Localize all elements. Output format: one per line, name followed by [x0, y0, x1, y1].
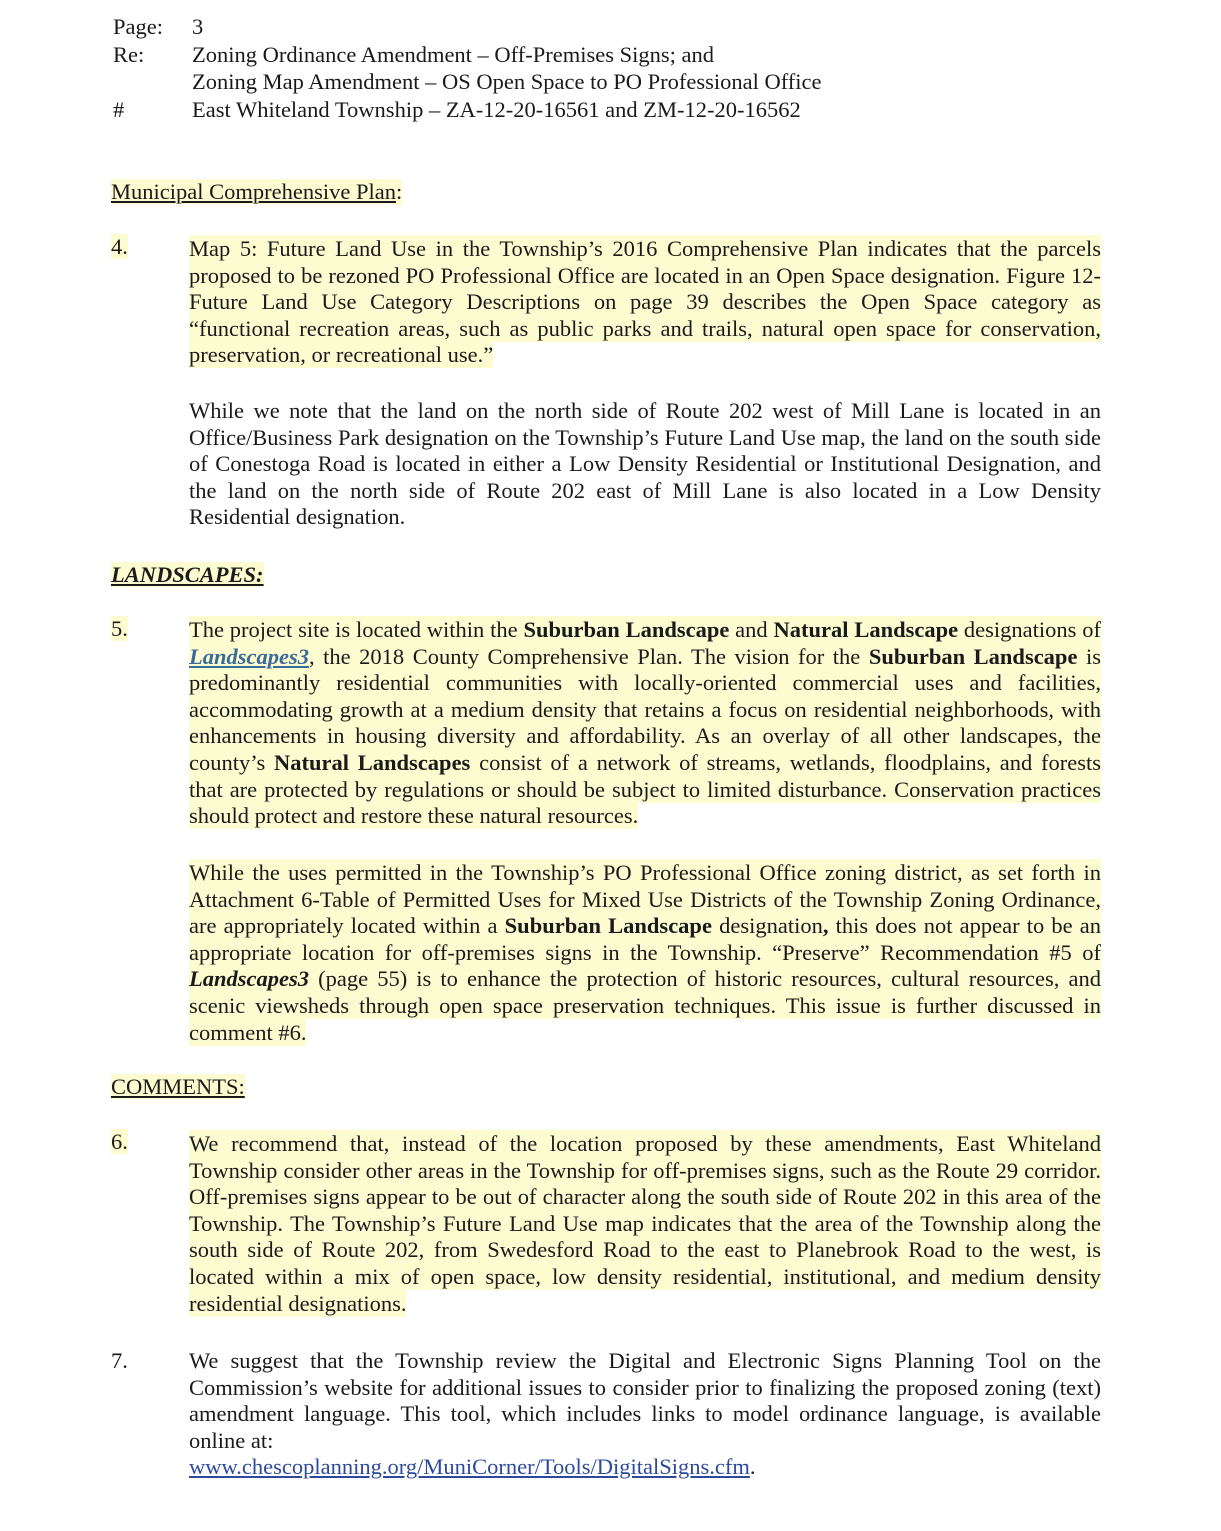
comment-5-paragraph-1: The project site is located within the Suburban Landscape and Natural Landscape designations of Landscapes3, the 2018 County Comprehensive Plan. The vision for the Suburban Landscape is predominantly residential communities with locally-oriented commercial uses and facilities, accommodating growth at a medium density that retains a focus on residential neighborhoods, with enhancements in housing diversity and affordability. As an overlay of all other landscapes, the county’s Natural Landscapes consist of a network of streams, wetlands, floodplains, and forests that are protected by regulations or should be subject to limited disturbance. Conservation practices should protect and restore these natural resources.: [189, 617, 1101, 829]
suburban-landscape-term-2: Suburban Landscape: [868, 643, 1078, 669]
header-page-row: [113, 14, 1113, 42]
re-label: Re:: [113, 41, 145, 67]
file-numbers: East Whiteland Township – ZA-12-20-16561 and ZM-12-20-16562: [192, 96, 801, 122]
comment-4-paragraph-2: While we note that the land on the north side of Route 202 west of Mill Lane is located in an Office/Business Park designation on the Township’s Future Land Use map, the land on the south side of Conestoga Road is located in either a Low Density Residential or Institutional Designation, and the land on the north side of Route 202 east of Mill Lane is also located in a Low Density Residential designation.: [189, 398, 1101, 530]
comment-6-paragraph: We recommend that, instead of the location proposed by these amendments, East Whiteland Township consider other areas in the Township for off-premises signs, such as the Route 29 corridor. Off-premises signs appear to be out of character along the south side of Route 202 in this area of the Township. The Township’s Future Land Use map indicates that the area of the Township along the south side of Route 202, from Swedesford Road to the east to Planebrook Road to the west, is located within a mix of open space, low density residential, institutional, and medium density residential designations.: [189, 1131, 1101, 1316]
page-label: Page:: [113, 14, 163, 39]
suburban-landscape-term-3: Suburban Landscape: [504, 913, 712, 939]
re-line-1: Zoning Ordinance Amendment – Off-Premises Signs; and: [192, 41, 715, 67]
item-number-7: 7.: [111, 1348, 128, 1373]
suburban-landscape-term: Suburban Landscape: [523, 617, 730, 642]
municipal-plan-heading: Municipal Comprehensive Plan:: [111, 179, 403, 204]
digital-signs-url-link[interactable]: www.chescoplanning.org/MuniCorner/Tools/DigitalSigns.cfm: [189, 1454, 750, 1480]
landscapes3-title: Landscapes3: [189, 966, 309, 992]
header-hash-row: [113, 97, 1113, 125]
comment-7-paragraph: We suggest that the Township review the Digital and Electronic Signs Planning Tool on the Commission’s website for additional issues to consider prior to finalizing the proposed zoning (text) amendment language. This tool, which includes links to model ordinance language, is available online at: www.chescoplanning.org/MuniCorner/Tools/DigitalSigns.cfm.: [189, 1348, 1101, 1480]
comments-heading: COMMENTS:: [111, 1074, 245, 1099]
item-number-4: 4.: [111, 234, 128, 259]
natural-landscapes-term: Natural Landscapes: [274, 749, 471, 775]
comment-4-paragraph-1: Map 5: Future Land Use in the Township’s 2016 Comprehensive Plan indicates that the parcels proposed to be rezoned PO Professional Office are located in an Open Space designation. Figure 12-Future Land Use Category Descriptions on page 39 describes the Open Space category as “functional recreation areas, such as public parks and trails, natural open space for conservation, preservation, or recreational use.”: [189, 236, 1101, 368]
landscapes-heading: LANDSCAPES:: [111, 562, 264, 587]
header-re-row: [113, 42, 1113, 70]
landscapes3-link[interactable]: Landscapes3: [189, 643, 309, 669]
item-number-6: 6.: [111, 1129, 128, 1154]
comment-5-paragraph-2: While the uses permitted in the Township’s PO Professional Office zoning district, as set forth in Attachment 6-Table of Permitted Uses for Mixed Use Districts of the Township Zoning Ordinance, are appropriately located within a Suburban Landscape designation, this does not appear to be an appropriate location for off-premises signs in the Township. “Preserve” Recommendation #5 of Landscapes3 (page 55) is to enhance the protection of historic resources, cultural resources, and scenic viewsheds through open space preservation techniques. This issue is further discussed in comment #6.: [189, 860, 1102, 1045]
re-line-2: Zoning Map Amendment – OS Open Space to PO Professional Office: [192, 69, 822, 94]
natural-landscape-term: Natural Landscape: [773, 617, 959, 642]
hash-label: #: [113, 96, 125, 122]
page-number: 3: [192, 14, 204, 39]
item-number-5: 5.: [111, 616, 128, 641]
header-re-row-2: [113, 69, 1113, 97]
letter-header: [113, 14, 1113, 124]
